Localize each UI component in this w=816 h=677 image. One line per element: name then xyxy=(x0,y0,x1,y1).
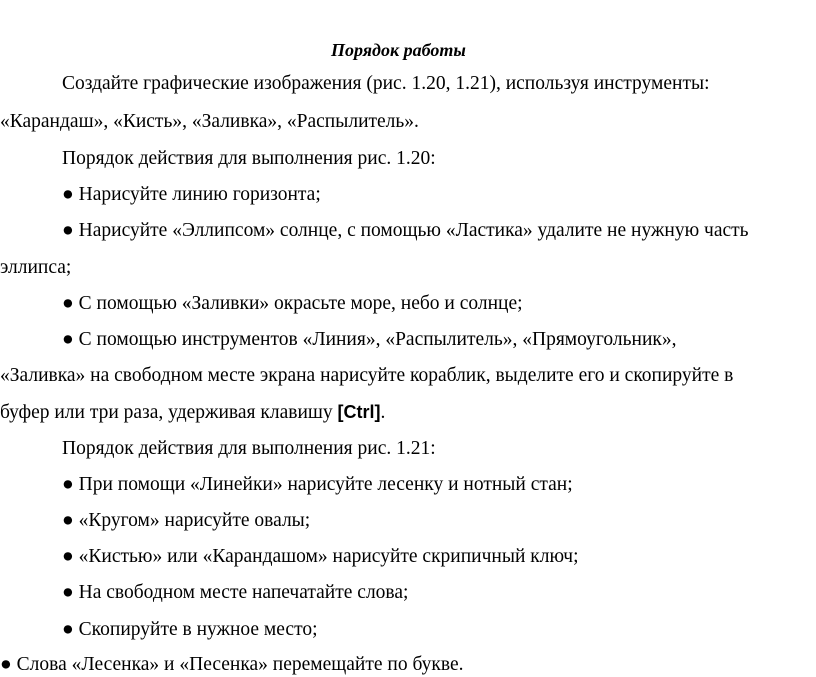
list-item-continuation: эллипса; xyxy=(0,257,72,278)
list-item: ● При помощи «Линейки» нарисуйте лесенку и нотный стан; xyxy=(62,474,573,495)
list-item: ● На свободном месте напечатайте слова; xyxy=(62,582,409,603)
list-item-continuation xyxy=(0,400,385,425)
list-item: ● «Кистью» или «Карандашом» нарисуйте скрипичный ключ; xyxy=(62,546,579,567)
intro-line-1: Создайте графические изображения (рис. 1.20, 1.21), используя инструменты: xyxy=(62,73,710,94)
list-item-continuation: «Заливка» на свободном месте экрана нарисуйте кораблик, выделите его и скопируйте в xyxy=(0,365,734,386)
list-item: ● Слова «Лесенка» и «Песенка» перемещайте по букве. xyxy=(0,654,464,675)
doc-title: Порядок работы xyxy=(331,40,466,60)
list-item: ● «Кругом» нарисуйте овалы; xyxy=(62,510,311,531)
list-item-text: буфер или три раза, удерживая клавишу xyxy=(0,402,338,423)
ctrl-key-label: [Ctrl] xyxy=(337,402,381,422)
list-item-end: . xyxy=(380,402,386,423)
section-heading-fig-1-20: Порядок действия для выполнения рис. 1.20: xyxy=(62,148,436,169)
list-item: ● Скопируйте в нужное место; xyxy=(62,619,318,640)
list-item: ● Нарисуйте линию горизонта; xyxy=(62,184,321,205)
list-item: ● Нарисуйте «Эллипсом» солнце, с помощью «Ластика» удалите не нужную часть xyxy=(62,220,749,241)
list-item: ● С помощью инструментов «Линия», «Распылитель», «Прямоугольник», xyxy=(62,329,677,350)
section-heading-fig-1-21: Порядок действия для выполнения рис. 1.21: xyxy=(62,438,436,459)
intro-line-2: «Карандаш», «Кисть», «Заливка», «Распылитель». xyxy=(0,111,419,132)
list-item: ● С помощью «Заливки» окрасьте море, небо и солнце; xyxy=(62,293,523,314)
